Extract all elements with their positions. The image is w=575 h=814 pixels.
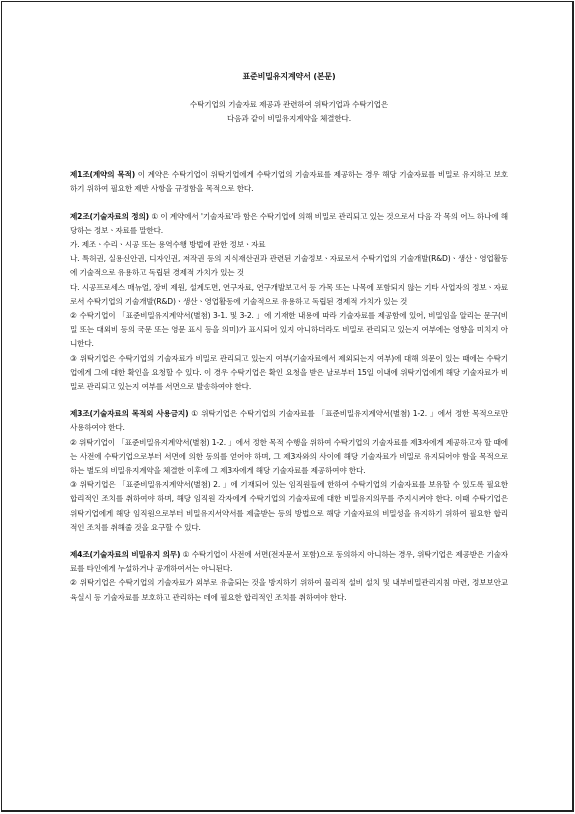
intro-line: 수탁기업의 기술자료 제공과 관련하여 위탁기업과 수탁기업은 bbox=[189, 100, 389, 110]
article-paragraph: ③ 위탁기업은 「표준비밀유지계약서(별첨) 2. 」에 기재되어 있는 임직원들에 한하여 수탁기업의 기술자료를 보유할 수 있도록 필요한 합리적인 조치를 취하여야 하며, 해당 임직원 각자에게 수탁기업의 기술자료에 대한 비밀유지의무를 주지시켜야 한다. 이때 수탁기업은 위탁기업에게 해당 임직원으로부터 비밀유지서약서를 제출받는 등의 방법으로 해당 기술자료의 비밀성을 유지하기 위하여 필요한 합리적인 조치를 취해줄 것을 요구할 수 있다. bbox=[70, 480, 508, 532]
article-paragraph: ② 위탁기업은 수탁기업의 기술자료가 외부로 유출되는 것을 방지하기 위하여 물리적 설비 설치 및 내부비밀관리지침 마련, 정보보안교육실시 등 기술자료를 보호하고 관리하는 데에 필요한 합리적인 조치를 취하여야 한다. bbox=[70, 578, 508, 602]
document-page bbox=[1, 1, 574, 812]
document-title: 표준비밀유지계약서 (본문) bbox=[242, 72, 336, 81]
article-2 bbox=[70, 210, 508, 395]
article-paragraph: ③ 위탁기업은 수탁기업의 기술자료가 비밀로 관리되고 있는지 여부(기술자료에서 제외되는지 여부)에 대해 의문이 있는 때에는 수탁기업에게 그에 대한 확인을 요청할 수 있다. 이 경우 수탁기업은 확인 요청을 받은 날로부터 15일 이내에 위탁기업에게 해당 기술자료가 비밀로 관리되고 있는지 여부를 서면으로 발송하여야 한다. bbox=[70, 353, 508, 392]
article-paragraph: ② 위탁기업이 「표준비밀유지계약서(별첨) 1-2. 」에서 정한 목적 수행을 위하여 수탁기업의 기술자료를 제3자에게 제공하고자 할 때에는 사전에 수탁기업으로부터 서면에 의한 동의를 얻어야 하며, 그 제3자와의 사이에 해당 기술자료가 비밀로 유지되어야 함을 목적으로 하는 별도의 비밀유지계약을 체결한 이후에 그 제3자에게 해당 기술자료를 제공하여야 한다. bbox=[70, 437, 508, 476]
paragraph-text: ① 수탁기업이 사전에 서면(전자문서 포함)으로 동의하지 아니하는 경우, 위탁기업은 제공받은 기술자료를 타인에게 누설하거나 공개하여서는 아니된다. bbox=[70, 550, 508, 574]
article-paragraph: 나. 특허권, 실용신안권, 디자인권, 저작권 등의 지식재산권과 관련된 기술정보ㆍ자료로서 수탁기업의 기술개발(R&D)ㆍ생산ㆍ영업활동에 기술적으로 유용하고 독립된 경제적 가치가 있는 것 bbox=[70, 254, 508, 278]
paragraph-text: ① 이 계약에서 '기술자료'라 함은 수탁기업에 의해 비밀로 관리되고 있는 것으로서 다음 각 목의 어느 하나에 해당하는 정보ㆍ자료를 말한다. bbox=[70, 211, 508, 235]
document-intro bbox=[70, 98, 508, 126]
article-paragraph: ② 수탁기업이 「표준비밀유지계약서(별첨) 3-1. 및 3-2. 」에 기재한 내용에 따라 기술자료를 제공함에 있어, 비밀임을 알리는 문구(비밀 또는 대외비 등의 국문 또는 영문 표시 등을 의미)가 표시되어 있지 아니하더라도 비밀로 관리되고 있는지 여부에는 영향을 미치지 아니한다. bbox=[70, 311, 508, 349]
paragraph-text: ① 위탁기업은 수탁기업의 기술자료를 「표준비밀유지계약서(별첨) 1-2. 」에서 정한 목적으로만 사용하여야 한다. bbox=[70, 409, 509, 433]
article-paragraph bbox=[70, 168, 508, 196]
article-heading: 제4조(기술자료의 비밀유지 의무) bbox=[70, 550, 181, 560]
article-paragraph: 다. 시공프로세스 매뉴얼, 장비 제원, 설계도면, 연구자료, 연구개발보고서 등 가목 또는 나목에 포함되지 않는 기타 사업자의 정보ㆍ자료로서 수탁기업의 기술개발(R&D)ㆍ생산ㆍ영업활동에 기술적으로 유용하고 독립된 경제적 가치가 있는 것 bbox=[70, 282, 508, 306]
article-1 bbox=[70, 168, 508, 196]
article-4 bbox=[70, 548, 508, 605]
article-heading: 제3조(기술자료의 목적외 사용금지) bbox=[70, 409, 189, 419]
article-paragraph bbox=[70, 548, 508, 576]
article-paragraph: 가. 제조ㆍ수리ㆍ시공 또는 용역수행 방법에 관한 정보ㆍ자료 bbox=[70, 240, 266, 250]
document-body bbox=[70, 70, 508, 618]
article-3 bbox=[70, 407, 508, 535]
paragraph-text: 이 계약은 수탁기업이 위탁기업에게 수탁기업의 기술자료를 제공하는 경우 해당 기술자료를 비밀로 유지하고 보호하기 위하여 필요한 제반 사항을 규정함을 목적으로 한다. bbox=[70, 170, 508, 194]
article-paragraph bbox=[70, 210, 508, 238]
intro-line: 다음과 같이 비밀유지계약을 체결한다. bbox=[226, 114, 352, 124]
article-paragraph bbox=[70, 407, 508, 435]
article-heading: 제2조(기술자료의 정의) bbox=[70, 211, 149, 221]
article-heading: 제1조(계약의 목적) bbox=[70, 170, 136, 180]
